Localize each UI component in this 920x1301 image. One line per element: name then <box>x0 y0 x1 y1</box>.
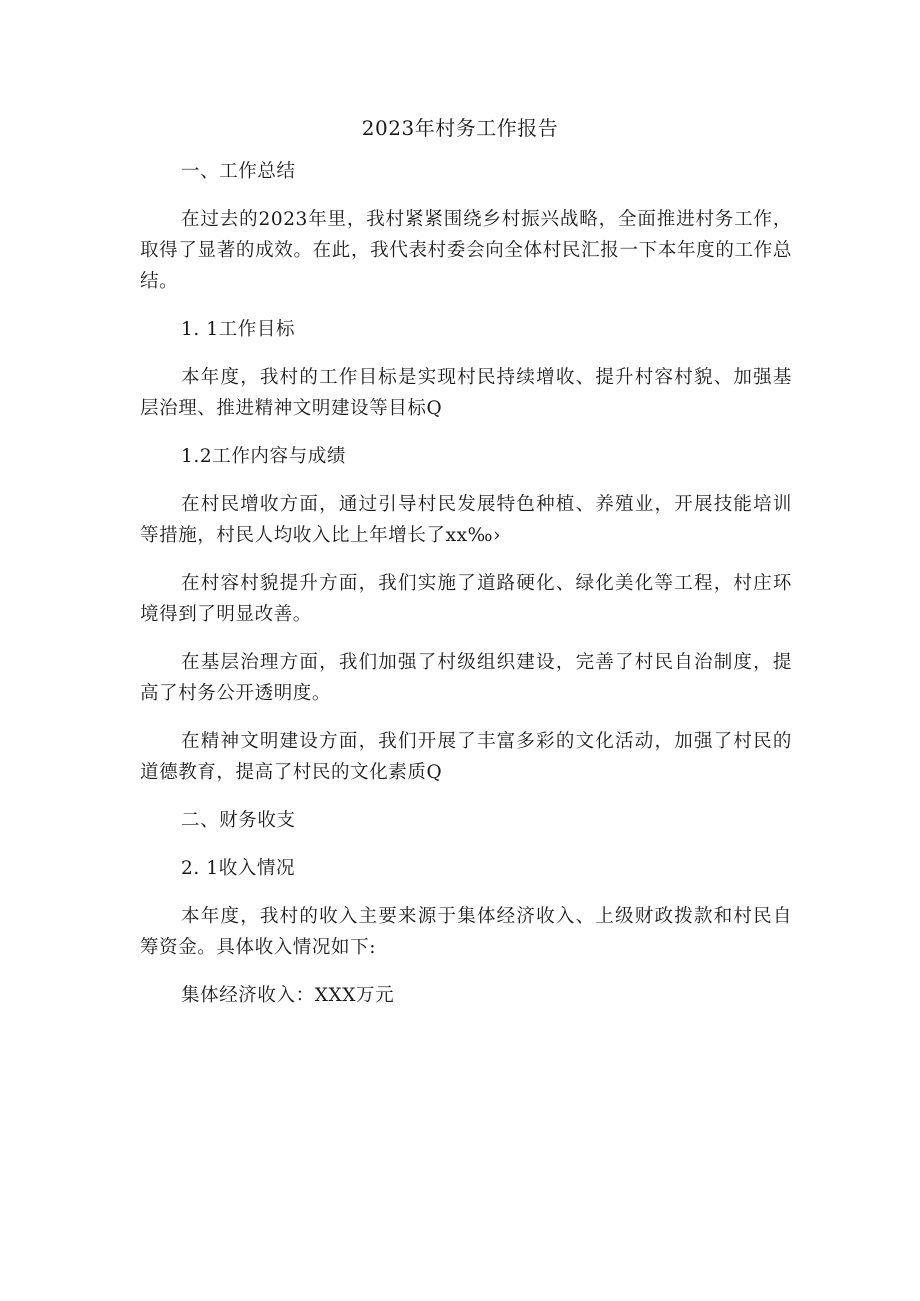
subheading-work-goals: 1. 1工作目标 <box>181 319 296 340</box>
paragraph-income-sources: 本年度，我村的收入主要来源于集体经济收入、上级财政拨款和村民自筹资金。具体收入情况如下: <box>140 906 792 958</box>
section-heading-finance: 二、财务收支 <box>181 810 296 831</box>
document-body <box>140 156 792 1028</box>
paragraph-grassroots-governance: 在基层治理方面，我们加强了村级组织建设，完善了村民自治制度，提高了村务公开透明度。 <box>140 652 792 704</box>
paragraph-income-growth: 在村民增收方面，通过引导村民发展特色种植、养殖业，开展技能培训等措施，村民人均收入比上年增长了xx‰› <box>140 494 792 546</box>
paragraph-collective-income: 集体经济收入：XXX万元 <box>181 985 395 1006</box>
paragraph-village-appearance: 在村容村貌提升方面，我们实施了道路硬化、绿化美化等工程，村庄环境得到了明显改善。 <box>140 573 792 625</box>
document-title: 2023年村务工作报告 <box>361 116 559 140</box>
section-heading-work-summary: 一、工作总结 <box>181 161 296 182</box>
paragraph-spiritual-civilization: 在精神文明建设方面，我们开展了丰富多彩的文化活动，加强了村民的道德教育，提高了村民的文化素质Q <box>140 731 792 783</box>
paragraph-work-goals: 本年度，我村的工作目标是实现村民持续增收、提升村容村貌、加强基层治理、推进精神文明建设等目标Q <box>140 367 792 419</box>
subheading-work-content: 1.2工作内容与成绩 <box>181 446 346 467</box>
paragraph-intro: 在过去的2023年里，我村紧紧围绕乡村振兴战略，全面推进村务工作，取得了显著的成效。在此，我代表村委会向全体村民汇报一下本年度的工作总结。 <box>140 209 792 292</box>
subheading-income: 2. 1收入情况 <box>181 858 296 879</box>
